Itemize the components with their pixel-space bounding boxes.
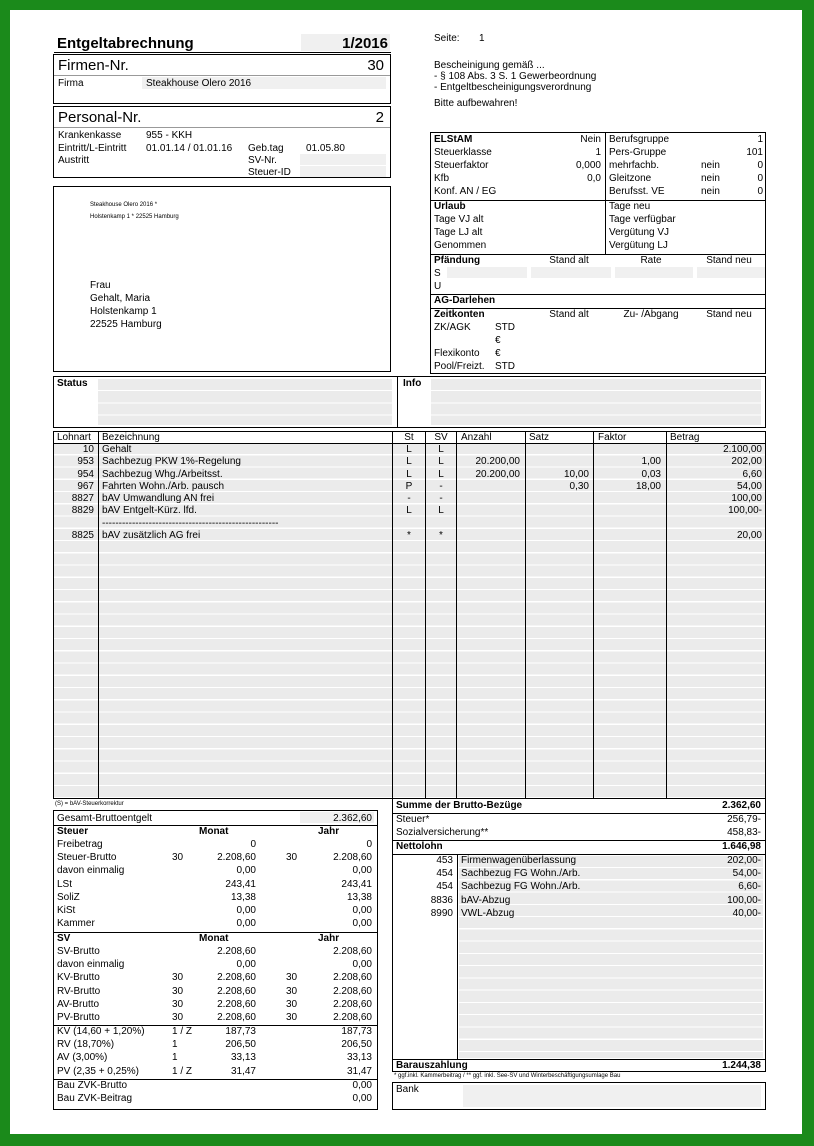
- zeitkonto-unit: €: [495, 348, 501, 359]
- jahr-header: Jahr: [318, 826, 340, 837]
- lohnart-sv: L: [438, 444, 444, 455]
- lohnart-st: P: [405, 480, 413, 492]
- pfaendung-col: Stand alt: [549, 255, 589, 266]
- tax-row: [54, 947, 377, 959]
- tax-row: [54, 853, 377, 865]
- deduction-code: 454: [436, 881, 453, 893]
- rate-label: AV (3,00%): [57, 1052, 108, 1064]
- lohnart-satz: 0,30: [569, 480, 589, 492]
- elstam-value: 0: [757, 186, 763, 197]
- steuer-value: 256,79-: [727, 814, 761, 825]
- rate-year: 33,13: [346, 1052, 372, 1064]
- table-row: [54, 531, 765, 543]
- elstam-label: mehrfachb.: [609, 160, 660, 171]
- table-row: [54, 445, 765, 457]
- tax-month: 0,00: [236, 905, 256, 916]
- company-name-label: Firma: [58, 78, 84, 89]
- lohnart-sv: L: [438, 505, 444, 517]
- monat-header: Monat: [199, 933, 229, 944]
- elstam-value: 0: [757, 173, 763, 184]
- jahr-header: Jahr: [318, 933, 340, 944]
- sv-label: Sozialversicherung**: [396, 827, 489, 838]
- steuer-label: Steuer*: [396, 814, 430, 825]
- tax-year: 2.208,60: [333, 852, 372, 864]
- tax-label: SV-Brutto: [57, 946, 100, 957]
- urlaub-label: Tage VJ alt: [434, 214, 484, 225]
- bau-label: Bau ZVK-Beitrag: [57, 1093, 133, 1105]
- tax-year: 2.208,60: [333, 972, 372, 984]
- col-header: Betrag: [670, 432, 700, 443]
- pfaendung-col: Rate: [640, 255, 662, 266]
- tax-month: 13,38: [230, 891, 256, 903]
- urlaub-label: Tage verfügbar: [609, 214, 676, 225]
- pfaendung-col: Stand neu: [706, 255, 752, 266]
- urlaub-label: Tage LJ alt: [434, 227, 483, 238]
- table-row: [54, 506, 765, 518]
- rate-month: 206,50: [225, 1039, 256, 1051]
- zeitkonten-col: Stand alt: [549, 309, 589, 320]
- table-row: [54, 494, 765, 506]
- zeitkonto-unit: STD: [495, 361, 515, 372]
- lohnart-number: 8827: [71, 493, 94, 504]
- tax-label: LSt: [57, 878, 73, 890]
- tax-row: [54, 919, 377, 931]
- pfaendung-title: Pfändung: [434, 255, 481, 266]
- tax-label: KiSt: [57, 905, 76, 916]
- table-row: [54, 470, 765, 482]
- zeitkonten-col: Stand neu: [706, 309, 752, 320]
- tax-year: 0: [366, 839, 372, 850]
- col-header: Lohnart: [57, 432, 91, 443]
- col-header: St: [404, 432, 414, 443]
- rate-year: 206,50: [341, 1039, 372, 1051]
- lohnart-satz: 10,00: [563, 468, 589, 480]
- ag-darlehen-title: AG-Darlehen: [434, 295, 496, 306]
- lohnart-anzahl: 20.200,00: [475, 468, 520, 480]
- tax-year: 13,38: [346, 891, 372, 903]
- deduction-code: 8990: [430, 907, 453, 919]
- tax-year: 0,00: [352, 865, 372, 877]
- tax-year: 0,00: [352, 959, 372, 971]
- tax-label: PV-Brutto: [57, 1012, 100, 1023]
- address-box: [53, 186, 391, 372]
- deduction-value: 100,00-: [727, 894, 761, 906]
- rate-code: 1: [172, 1052, 178, 1064]
- tax-row: [54, 866, 377, 878]
- tax-days: 30: [172, 972, 184, 984]
- urlaub-label: Vergütung VJ: [609, 227, 670, 238]
- lohnart-name: bAV Umwandlung AN frei: [102, 493, 215, 504]
- monat-header: Monat: [199, 826, 229, 837]
- deduction-value: 40,00-: [732, 907, 761, 919]
- deduction-row: [393, 896, 765, 908]
- tax-month: 243,41: [225, 878, 256, 890]
- tax-row: [54, 960, 377, 972]
- birth-label: Geb.tag: [248, 143, 284, 154]
- pfaendung-row: S: [434, 268, 441, 279]
- tax-year: 0,00: [352, 905, 372, 916]
- elstam-box: [430, 132, 766, 374]
- lohnart-st: L: [406, 505, 412, 517]
- personal-number: 2: [375, 109, 384, 126]
- rate-label: PV (2,35 + 0,25%): [57, 1065, 139, 1077]
- company-number-label: Firmen-Nr.: [58, 57, 129, 74]
- bau-value: 0,00: [352, 1080, 372, 1091]
- deduction-row: [393, 856, 765, 868]
- zeitkonto-label: Flexikonto: [434, 348, 480, 359]
- tax-row: [54, 987, 377, 999]
- lohnart-name: Sachbezug Whg./Arbeitsst.: [102, 468, 223, 480]
- tax-label: RV-Brutto: [57, 985, 101, 997]
- lohnart-number: 967: [77, 480, 94, 492]
- zeitkonto-label: Pool/Freizt.: [434, 361, 485, 372]
- info-label: Info: [403, 378, 422, 389]
- lohnart-betrag: 100,00-: [728, 505, 762, 517]
- page-label: Seite:: [434, 33, 460, 44]
- tax-month: 2.208,60: [217, 1012, 256, 1023]
- notice-keep: Bitte aufbewahren!: [434, 98, 518, 109]
- page-number: 1: [479, 33, 485, 44]
- lohnart-name: bAV Entgelt-Kürz. lfd.: [102, 505, 197, 517]
- deduction-code: 454: [436, 868, 453, 880]
- payslip-sheet: [10, 10, 802, 1134]
- lohnart-name: Gehalt: [102, 444, 132, 455]
- gesamt-value: 2.362,60: [333, 813, 372, 824]
- lohnart-number: 10: [82, 444, 94, 455]
- tax-days: 30: [172, 998, 184, 1010]
- netto-label: Nettolohn: [396, 841, 443, 852]
- zeitkonto-unit: €: [495, 335, 501, 346]
- tax-row: [54, 840, 377, 852]
- payout-label: Barauszahlung: [396, 1060, 468, 1071]
- lohnart-sv: -: [439, 493, 443, 504]
- elstam-flag: nein: [701, 160, 720, 171]
- tax-days: 30: [286, 852, 298, 864]
- notice-line: - § 108 Abs. 3 S. 1 Gewerbeordnung: [434, 71, 597, 82]
- bau-value: 0,00: [352, 1093, 372, 1105]
- tax-month: 2.208,60: [217, 985, 256, 997]
- rate-label: KV (14,60 + 1,20%): [57, 1026, 145, 1037]
- lohnart-name: Sachbezug PKW 1%-Regelung: [102, 456, 241, 468]
- tax-row: [54, 1000, 377, 1012]
- rate-month: 187,73: [225, 1026, 256, 1037]
- bau-row: [54, 1081, 377, 1093]
- lohnart-number: 8829: [71, 505, 94, 517]
- table-row: [54, 482, 765, 494]
- tax-month: 0,00: [236, 959, 256, 971]
- tax-days: 30: [172, 1012, 184, 1023]
- tax-row: [54, 893, 377, 905]
- lohnart-name: -----------------------------------------------------: [102, 517, 279, 529]
- elstam-value: 0: [757, 160, 763, 171]
- tax-days: 30: [286, 972, 298, 984]
- elstam-value: 0,000: [575, 160, 601, 171]
- lohnart-faktor: 0,03: [641, 468, 661, 480]
- rate-row: [54, 1027, 377, 1039]
- tax-year: 243,41: [341, 878, 372, 890]
- zeitkonten-col: Zu- /Abgang: [623, 309, 679, 320]
- sv-title: SV: [57, 933, 71, 944]
- deduction-code: 8836: [430, 894, 453, 906]
- tax-label: davon einmalig: [57, 959, 125, 971]
- col-header: Bezeichnung: [102, 432, 160, 443]
- lohnart-st: L: [406, 444, 412, 455]
- rate-month: 33,13: [230, 1052, 256, 1064]
- tax-month: 0,00: [236, 918, 256, 930]
- tax-month: 2.208,60: [217, 972, 256, 984]
- deduction-row: [393, 909, 765, 921]
- rate-year: 187,73: [341, 1026, 372, 1037]
- entry-value: 01.01.14 / 01.01.16: [146, 143, 233, 154]
- tax-sv-box: [53, 810, 378, 1110]
- bank-label: Bank: [396, 1084, 419, 1095]
- lohnart-number: 954: [77, 468, 94, 480]
- notice-line: - Entgeltbescheinigungsverordnung: [434, 82, 592, 93]
- tax-row: [54, 1013, 377, 1025]
- brutto-label: Summe der Brutto-Bezüge: [396, 800, 523, 811]
- elstam-value: 1: [757, 134, 763, 145]
- summary-box: [392, 798, 766, 1072]
- rate-code: 1 / Z: [172, 1065, 193, 1077]
- tax-days: 30: [286, 1012, 298, 1023]
- summary-footnote: * ggf.inkl. Kammerbeitrag / ** ggf. inkl. See-SV und Winterbeschäftigungsumlage Bau: [394, 1073, 621, 1079]
- zeitkonto-unit: STD: [495, 322, 515, 333]
- rate-row: [54, 1053, 377, 1065]
- deduction-value: 202,00-: [727, 855, 761, 866]
- tax-year: 2.208,60: [333, 998, 372, 1010]
- tax-label: Freibetrag: [57, 839, 103, 850]
- elstam-label: Steuerklasse: [434, 147, 492, 158]
- zeitkonten-title: Zeitkonten: [434, 309, 485, 320]
- deduction-name: Sachbezug FG Wohn./Arb.: [461, 881, 581, 893]
- entry-label: Eintritt/L-Eintritt: [58, 143, 127, 154]
- deduction-code: 453: [436, 855, 453, 866]
- bau-row: [54, 1094, 377, 1106]
- deduction-value: 6,60-: [738, 881, 761, 893]
- exit-label: Austritt: [58, 155, 90, 166]
- tax-year: 0,00: [352, 918, 372, 930]
- personal-number-label: Personal-Nr.: [58, 109, 142, 126]
- tax-id-label: Steuer-ID: [248, 167, 291, 178]
- tax-label: davon einmalig: [57, 865, 125, 877]
- lohnart-betrag: 20,00: [736, 529, 762, 541]
- payout-value: 1.244,38: [722, 1060, 761, 1071]
- urlaub-title: Urlaub: [434, 201, 466, 212]
- urlaub-label: Genommen: [434, 240, 487, 251]
- lohnart-name: bAV zusätzlich AG frei: [102, 529, 201, 541]
- recipient-street: Holstenkamp 1: [90, 306, 157, 317]
- tax-days: 30: [286, 998, 298, 1010]
- rate-code: 1 / Z: [172, 1026, 193, 1037]
- lohnart-sv: *: [439, 529, 443, 541]
- tax-days: 30: [172, 985, 184, 997]
- col-header: SV: [434, 432, 448, 443]
- lohnart-betrag: 2.100,00: [723, 444, 762, 455]
- tax-label: AV-Brutto: [57, 998, 100, 1010]
- bank-box: [392, 1082, 766, 1110]
- col-header: Satz: [529, 432, 550, 443]
- status-label: Status: [57, 378, 88, 389]
- company-number: 30: [367, 57, 384, 74]
- sv-nr-label: SV-Nr.: [248, 155, 277, 166]
- tax-label: KV-Brutto: [57, 972, 100, 984]
- recipient-name: Gehalt, Maria: [90, 293, 151, 304]
- rate-row: [54, 1040, 377, 1052]
- table-row: [54, 519, 765, 531]
- lohnart-sv: -: [439, 480, 443, 492]
- urlaub-label: Vergütung LJ: [609, 240, 668, 251]
- tax-year: 2.208,60: [333, 985, 372, 997]
- deduction-row: [393, 882, 765, 894]
- status-info-box: [53, 376, 766, 428]
- lohnart-number: 8825: [71, 529, 94, 541]
- lohnart-anzahl: 20.200,00: [475, 456, 520, 468]
- tax-year: 2.208,60: [333, 946, 372, 957]
- lohnart-name: Fahrten Wohn./Arb. pausch: [102, 480, 225, 492]
- document-title: Entgeltabrechnung: [57, 35, 194, 52]
- lohnart-betrag: 100,00: [731, 493, 762, 504]
- elstam-flag: nein: [701, 173, 720, 184]
- elstam-label: Berufsgruppe: [609, 134, 670, 145]
- period: 1/2016: [342, 35, 388, 52]
- elstam-value: 0,0: [587, 173, 601, 184]
- netto-value: 1.646,98: [722, 841, 761, 852]
- bav-footnote: (S) = bAV-Steuerkorrektur: [55, 801, 124, 807]
- company-box: [53, 54, 391, 104]
- tax-month: 0: [250, 839, 256, 850]
- tax-label: SoliZ: [57, 891, 80, 903]
- lohnart-betrag: 6,60: [742, 468, 762, 480]
- elstam-label: Steuerfaktor: [434, 160, 489, 171]
- tax-row: [54, 973, 377, 985]
- tax-label: Steuer-Brutto: [57, 852, 117, 864]
- tax-month: 0,00: [236, 865, 256, 877]
- tax-month: 2.208,60: [217, 946, 256, 957]
- personal-box: [53, 106, 391, 178]
- kk-value: 955 - KKH: [146, 130, 193, 141]
- tax-month: 2.208,60: [217, 998, 256, 1010]
- lohnart-betrag: 202,00: [731, 456, 762, 468]
- lohnart-faktor: 1,00: [641, 456, 661, 468]
- tax-row: [54, 880, 377, 892]
- birth-value: 01.05.80: [306, 143, 345, 154]
- sender-line: Steakhouse Olero 2016 *: [90, 202, 158, 208]
- tax-days: 30: [172, 852, 184, 864]
- recipient-city: 22525 Hamburg: [90, 319, 162, 330]
- lohnart-betrag: 54,00: [736, 480, 762, 492]
- elstam-value: 1: [595, 147, 601, 158]
- deduction-name: Firmenwagenüberlassung: [461, 855, 577, 866]
- elstam-label: Konf. AN / EG: [434, 186, 497, 197]
- sv-value: 458,83-: [727, 827, 761, 838]
- pfaendung-row: U: [434, 281, 442, 292]
- lohnart-number: 953: [77, 456, 94, 468]
- lohnart-st: L: [406, 468, 412, 480]
- rate-row: [54, 1067, 377, 1079]
- rate-month: 31,47: [230, 1065, 256, 1077]
- zeitkonto-label: ZK/AGK: [434, 322, 471, 333]
- lohnarten-table: [53, 431, 766, 799]
- recipient-salutation: Frau: [90, 280, 111, 291]
- elstam-status: Nein: [580, 134, 601, 145]
- elstam-label: Berufsst. VE: [609, 186, 665, 197]
- tax-row: [54, 906, 377, 918]
- urlaub-label: Tage neu: [609, 201, 651, 212]
- deduction-row: [393, 869, 765, 881]
- lohnart-faktor: 18,00: [635, 480, 661, 492]
- kk-label: Krankenkasse: [58, 130, 122, 141]
- rate-code: 1: [172, 1039, 178, 1051]
- tax-year: 2.208,60: [333, 1012, 372, 1023]
- brutto-value: 2.362,60: [722, 800, 761, 811]
- sender-line: Holstenkamp 1 * 22525 Hamburg: [90, 214, 179, 220]
- deduction-value: 54,00-: [732, 868, 761, 880]
- elstam-flag: nein: [701, 186, 720, 197]
- elstam-label: Gleitzone: [609, 173, 652, 184]
- elstam-value: 101: [746, 147, 763, 158]
- bau-label: Bau ZVK-Brutto: [57, 1080, 128, 1091]
- tax-month: 2.208,60: [217, 852, 256, 864]
- lohnart-st: *: [407, 529, 411, 541]
- company-name: Steakhouse Olero 2016: [146, 78, 252, 89]
- elstam-title: ELStAM: [434, 134, 473, 145]
- lohnart-sv: L: [438, 456, 444, 468]
- deduction-name: bAV-Abzug: [461, 894, 511, 906]
- steuer-title: Steuer: [57, 826, 89, 837]
- table-row: [54, 457, 765, 469]
- lohnart-st: L: [406, 456, 412, 468]
- col-header: Anzahl: [461, 432, 492, 443]
- gesamt-label: Gesamt-Bruttoentgelt: [57, 813, 153, 824]
- col-header: Faktor: [598, 432, 627, 443]
- rate-label: RV (18,70%): [57, 1039, 115, 1051]
- lohnart-st: -: [407, 493, 411, 504]
- notice-line: Bescheinigung gemäß ...: [434, 60, 545, 71]
- elstam-label: Pers-Gruppe: [609, 147, 667, 158]
- deduction-name: VWL-Abzug: [461, 907, 515, 919]
- lohnart-sv: L: [438, 468, 444, 480]
- deduction-name: Sachbezug FG Wohn./Arb.: [461, 868, 581, 880]
- elstam-label: Kfb: [434, 173, 450, 184]
- rate-year: 31,47: [346, 1065, 372, 1077]
- tax-days: 30: [286, 985, 298, 997]
- tax-label: Kammer: [57, 918, 95, 930]
